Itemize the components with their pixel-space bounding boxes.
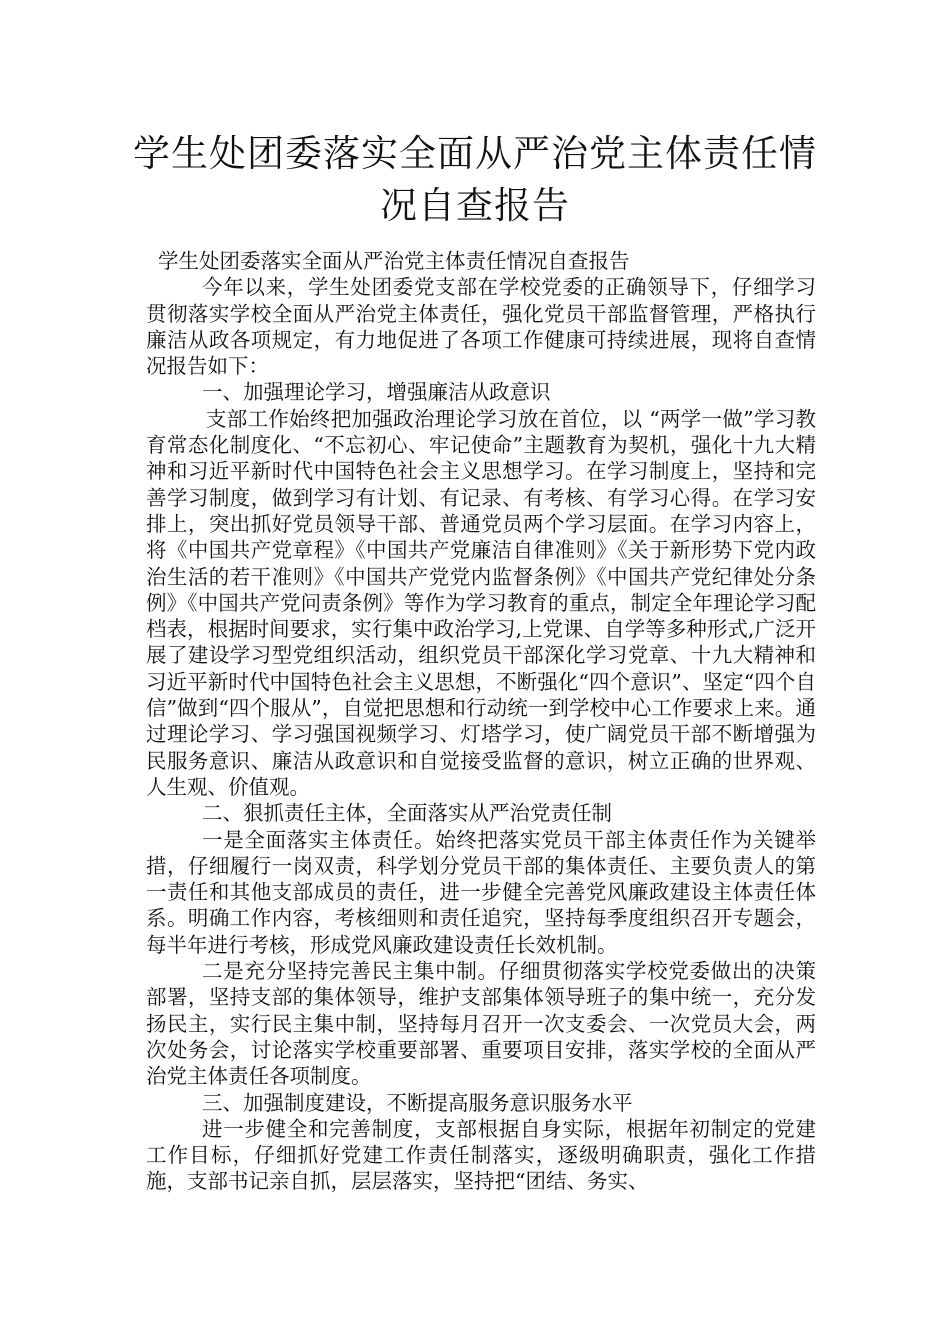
document-body — [146, 248, 816, 1195]
intro-paragraph: 今年以来，学生处团委党支部在学校党委的正确领导下，仔细学习贯彻落实学校全面从严治党主体责任，强化党员干部监督管理，严格执行廉洁从政各项规定，有力地促进了各项工作健康可持续进展，现将自查情况报告如下： — [146, 275, 816, 379]
title-line-1: 学生处团委落实全面从严治党主体责任情 — [133, 132, 817, 175]
body-paragraph: 进一步健全和完善制度，支部根据自身实际，根据年初制定的党建工作目标，仔细抓好党建工作责任制落实，逐级明确职责，强化工作措施，支部书记亲自抓，层层落实，坚持把“团结、务实、 — [146, 1116, 816, 1194]
body-paragraph: 二是充分坚持完善民主集中制。仔细贯彻落实学校党委做出的决策部署，坚持支部的集体领导，维护支部集体领导班子的集中统一，充分发扬民主，实行民主集中制，坚持每月召开一次支委会、一次党员大会，两次处务会，讨论落实学校重要部署、重要项目安排，落实学校的全面从严治党主体责任各项制度。 — [146, 959, 816, 1089]
body-paragraph: 支部工作始终把加强政治理论学习放在首位，以 “两学一做”学习教育常态化制度化、“不忘初心、牢记使命”主题教育为契机，强化十九大精神和习近平新时代中国特色社会主义思想学习。在学习制度上，坚持和完善学习制度，做到学习有计划、有记录、有考核、有学习心得。在学习安排上，突出抓好党员领导干部、普通党员两个学习层面。在学习内容上，将《中国共产党章程》《中国共产党廉洁自律准则》《关于新形势下党内政治生活的若干准则》《中国共产党党内监督条例》《中国共产党纪律处分条例》《中国共产党问责条例》等作为学习教育的重点，制定全年理论学习配档表，根据时间要求，实行集中政治学习,上党课、自学等多种形式,广泛开展了建设学习型党组织活动，组织党员干部深化学习党章、十九大精神和习近平新时代中国特色社会主义思想，不断强化“四个意识”、坚定“四个自信”做到“四个服从”，自觉把思想和行动统一到学校中心工作要求上来。通过理论学习、学习强国视频学习、灯塔学习，使广阔党员干部不断增强为民服务意识、廉洁从政意识和自觉接受监督的意识，树立正确的世界观、人生观、价值观。 — [146, 406, 816, 799]
title-line-2: 况自查报告 — [380, 184, 570, 227]
document-title — [120, 128, 830, 232]
subtitle-paragraph: 学生处团委落实全面从严治党主体责任情况自查报告 — [158, 249, 630, 273]
section-heading-2: 二、狠抓责任主体，全面落实从严治党责任制 — [202, 801, 612, 826]
section-heading-3: 三、加强制度建设，不断提高服务意识服务水平 — [202, 1090, 633, 1115]
section-heading-1: 一、加强理论学习，增强廉洁从政意识 — [202, 380, 551, 405]
body-paragraph: 一是全面落实主体责任。始终把落实党员干部主体责任作为关键举措，仔细履行一岗双责，科学划分党员干部的集体责任、主要负责人的第一责任和其他支部成员的责任，进一步健全完善党风廉政建设主体责任体系。明确工作内容，考核细则和责任追究，坚持每季度组织召开专题会，每半年进行考核，形成党风廉政建设责任长效机制。 — [146, 827, 816, 957]
